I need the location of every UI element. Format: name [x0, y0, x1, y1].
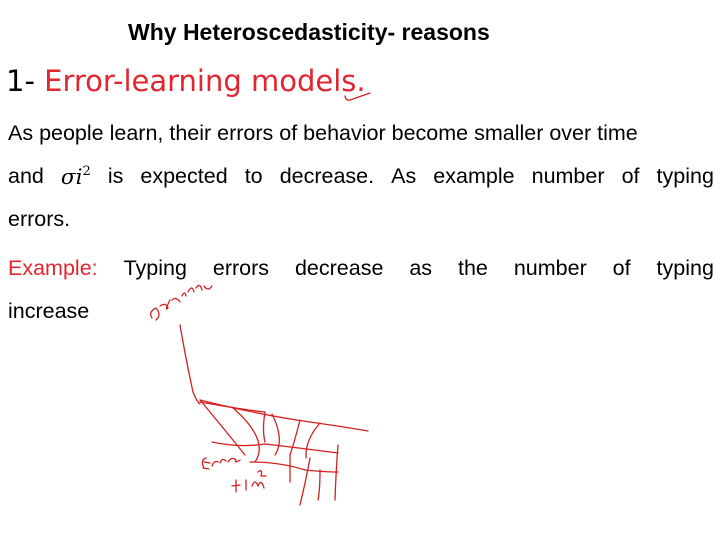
word: As [391, 164, 417, 188]
word: expected [140, 164, 228, 188]
scribble-label [202, 458, 240, 469]
example-word: Typing [123, 256, 187, 280]
paragraph-line-1: As people learn, their errors of behavior become smaller over time [8, 121, 638, 145]
sketch-y-axis [180, 325, 200, 404]
example-word: as [409, 256, 433, 280]
word: to [244, 164, 263, 188]
word: decrease. [279, 164, 375, 188]
example-word: decrease [294, 256, 384, 280]
heading-number: 1- [6, 64, 35, 98]
slide-title: Why Heteroscedasticity- reasons [128, 19, 490, 45]
sketch-curve [212, 442, 338, 453]
sketch-curve [300, 458, 310, 505]
scribble-word [151, 285, 212, 320]
heading-text: Error-learning models. [44, 64, 366, 98]
word: typing [656, 164, 714, 188]
word: of [621, 164, 640, 188]
example-word: typing [656, 256, 714, 280]
example-label: Example: [8, 256, 98, 280]
example-word: the [458, 256, 488, 280]
sketch-curve [250, 462, 338, 472]
word: and [8, 164, 44, 188]
sketch-curve [200, 402, 265, 442]
sketch-curve [272, 414, 279, 455]
paragraph-line-3: errors. [8, 207, 71, 231]
example-word: errors [212, 256, 270, 280]
sketch-curve [306, 423, 320, 458]
sigma-symbol: σi [60, 165, 83, 190]
word: example [433, 164, 515, 188]
example-continuation: increase [8, 299, 90, 323]
word: number [531, 164, 605, 188]
sketch-x-axis [200, 400, 368, 431]
word: is [107, 164, 124, 188]
scribble-label [232, 471, 266, 492]
pen-tick-mark [345, 93, 370, 100]
superscript: 2 [82, 164, 91, 179]
sketch-curve [290, 420, 300, 455]
example-word: number [513, 256, 587, 280]
example-word: of [612, 256, 631, 280]
sketch-curve [318, 470, 320, 500]
sketch-curve [232, 407, 259, 462]
